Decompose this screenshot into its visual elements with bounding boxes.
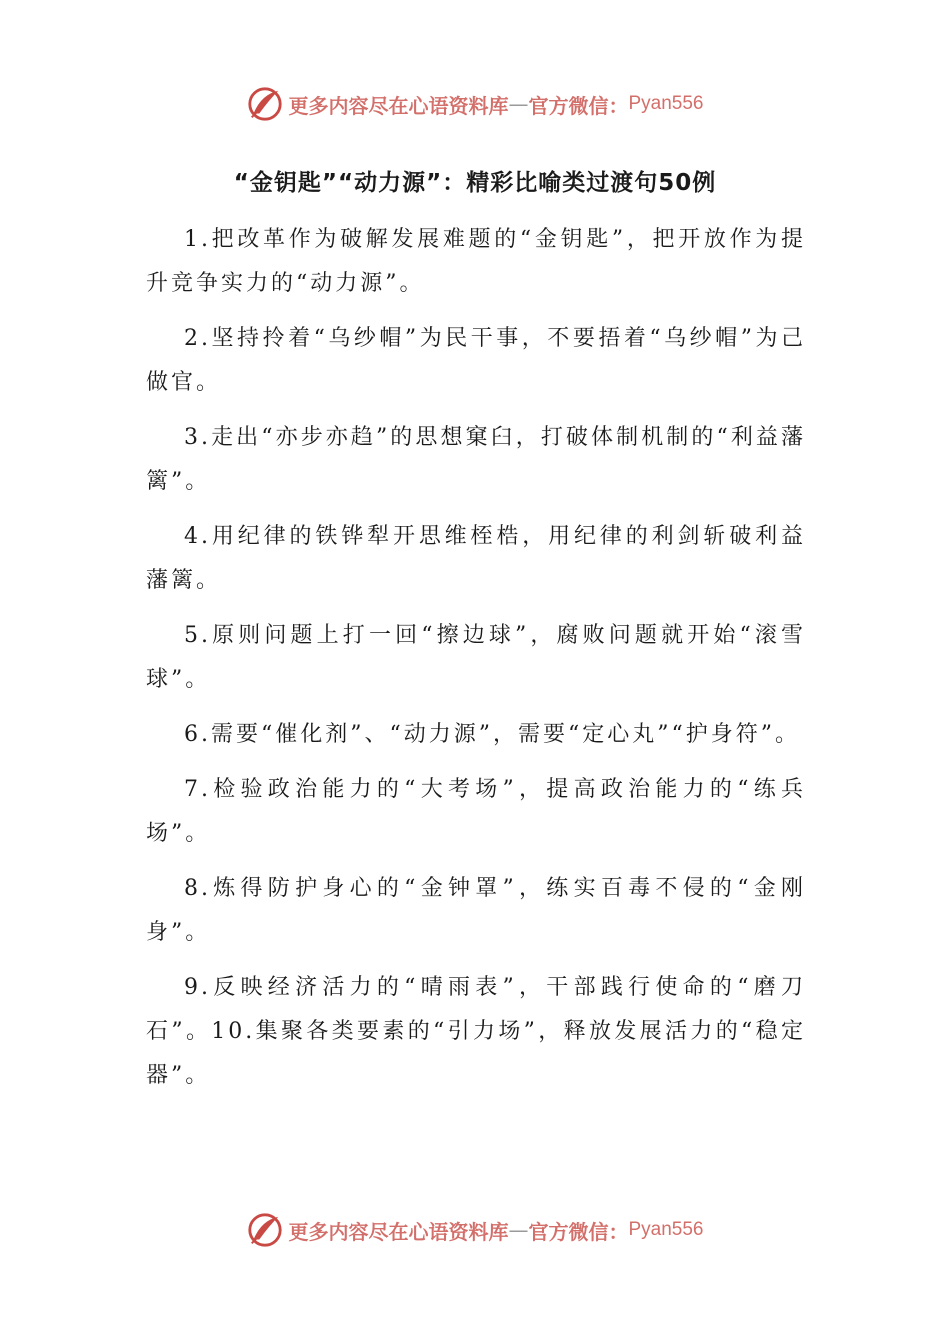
list-item: 7.检验政治能力的“大考场”，提高政治能力的“练兵场”。 [146,777,806,846]
list-item: 2.坚持拎着“乌纱帽”为民干事，不要捂着“乌纱帽”为己做官。 [146,326,806,395]
list-item: 4.用纪律的铁铧犁开思维桎梏，用纪律的利剑斩破利益藩篱。 [146,524,806,593]
list-item: 9.反映经济活力的“晴雨表”，干部践行使命的“磨刀石”。10.集聚各类要素的“引力场”，释放发展活力的“稳定器”。 [146,975,806,1088]
list-item: 1.把改革作为破解发展难题的“金钥匙”，把开放作为提升竞争实力的“动力源”。 [146,227,806,296]
banner-brand: 更多内容尽在心语资料库 [288,93,509,118]
header-banner [0,84,950,124]
banner-separator: — [508,92,529,116]
list-item: 6.需要“催化剂”、“动力源”，需要“定心丸”“护身符”。 [184,722,800,747]
page-title: “金钥匙”“动力源”：精彩比喻类过渡句50例 [233,170,717,196]
list-item: 3.走出“亦步亦趋”的思想窠臼，打破体制机制的“利益藩篱”。 [146,425,806,494]
banner-wechat-label: 官方微信： [528,93,629,118]
banner-wechat-label: 官方微信： [528,1219,629,1244]
banner-wechat-id: Pyan556 [628,1219,704,1240]
banner-wechat-id: Pyan556 [628,93,704,114]
footer-banner [0,1210,950,1250]
list-item: 5.原则问题上打一回“擦边球”，腐败问题就开始“滚雪球”。 [146,623,806,692]
banner-separator: — [508,1218,529,1242]
pen-logo-icon [246,85,284,123]
list-item: 8.炼得防护身心的“金钟罩”，练实百毒不侵的“金刚身”。 [146,876,806,945]
item-list [146,218,806,1109]
banner-brand: 更多内容尽在心语资料库 [288,1219,509,1244]
pen-logo-icon [246,1211,284,1249]
